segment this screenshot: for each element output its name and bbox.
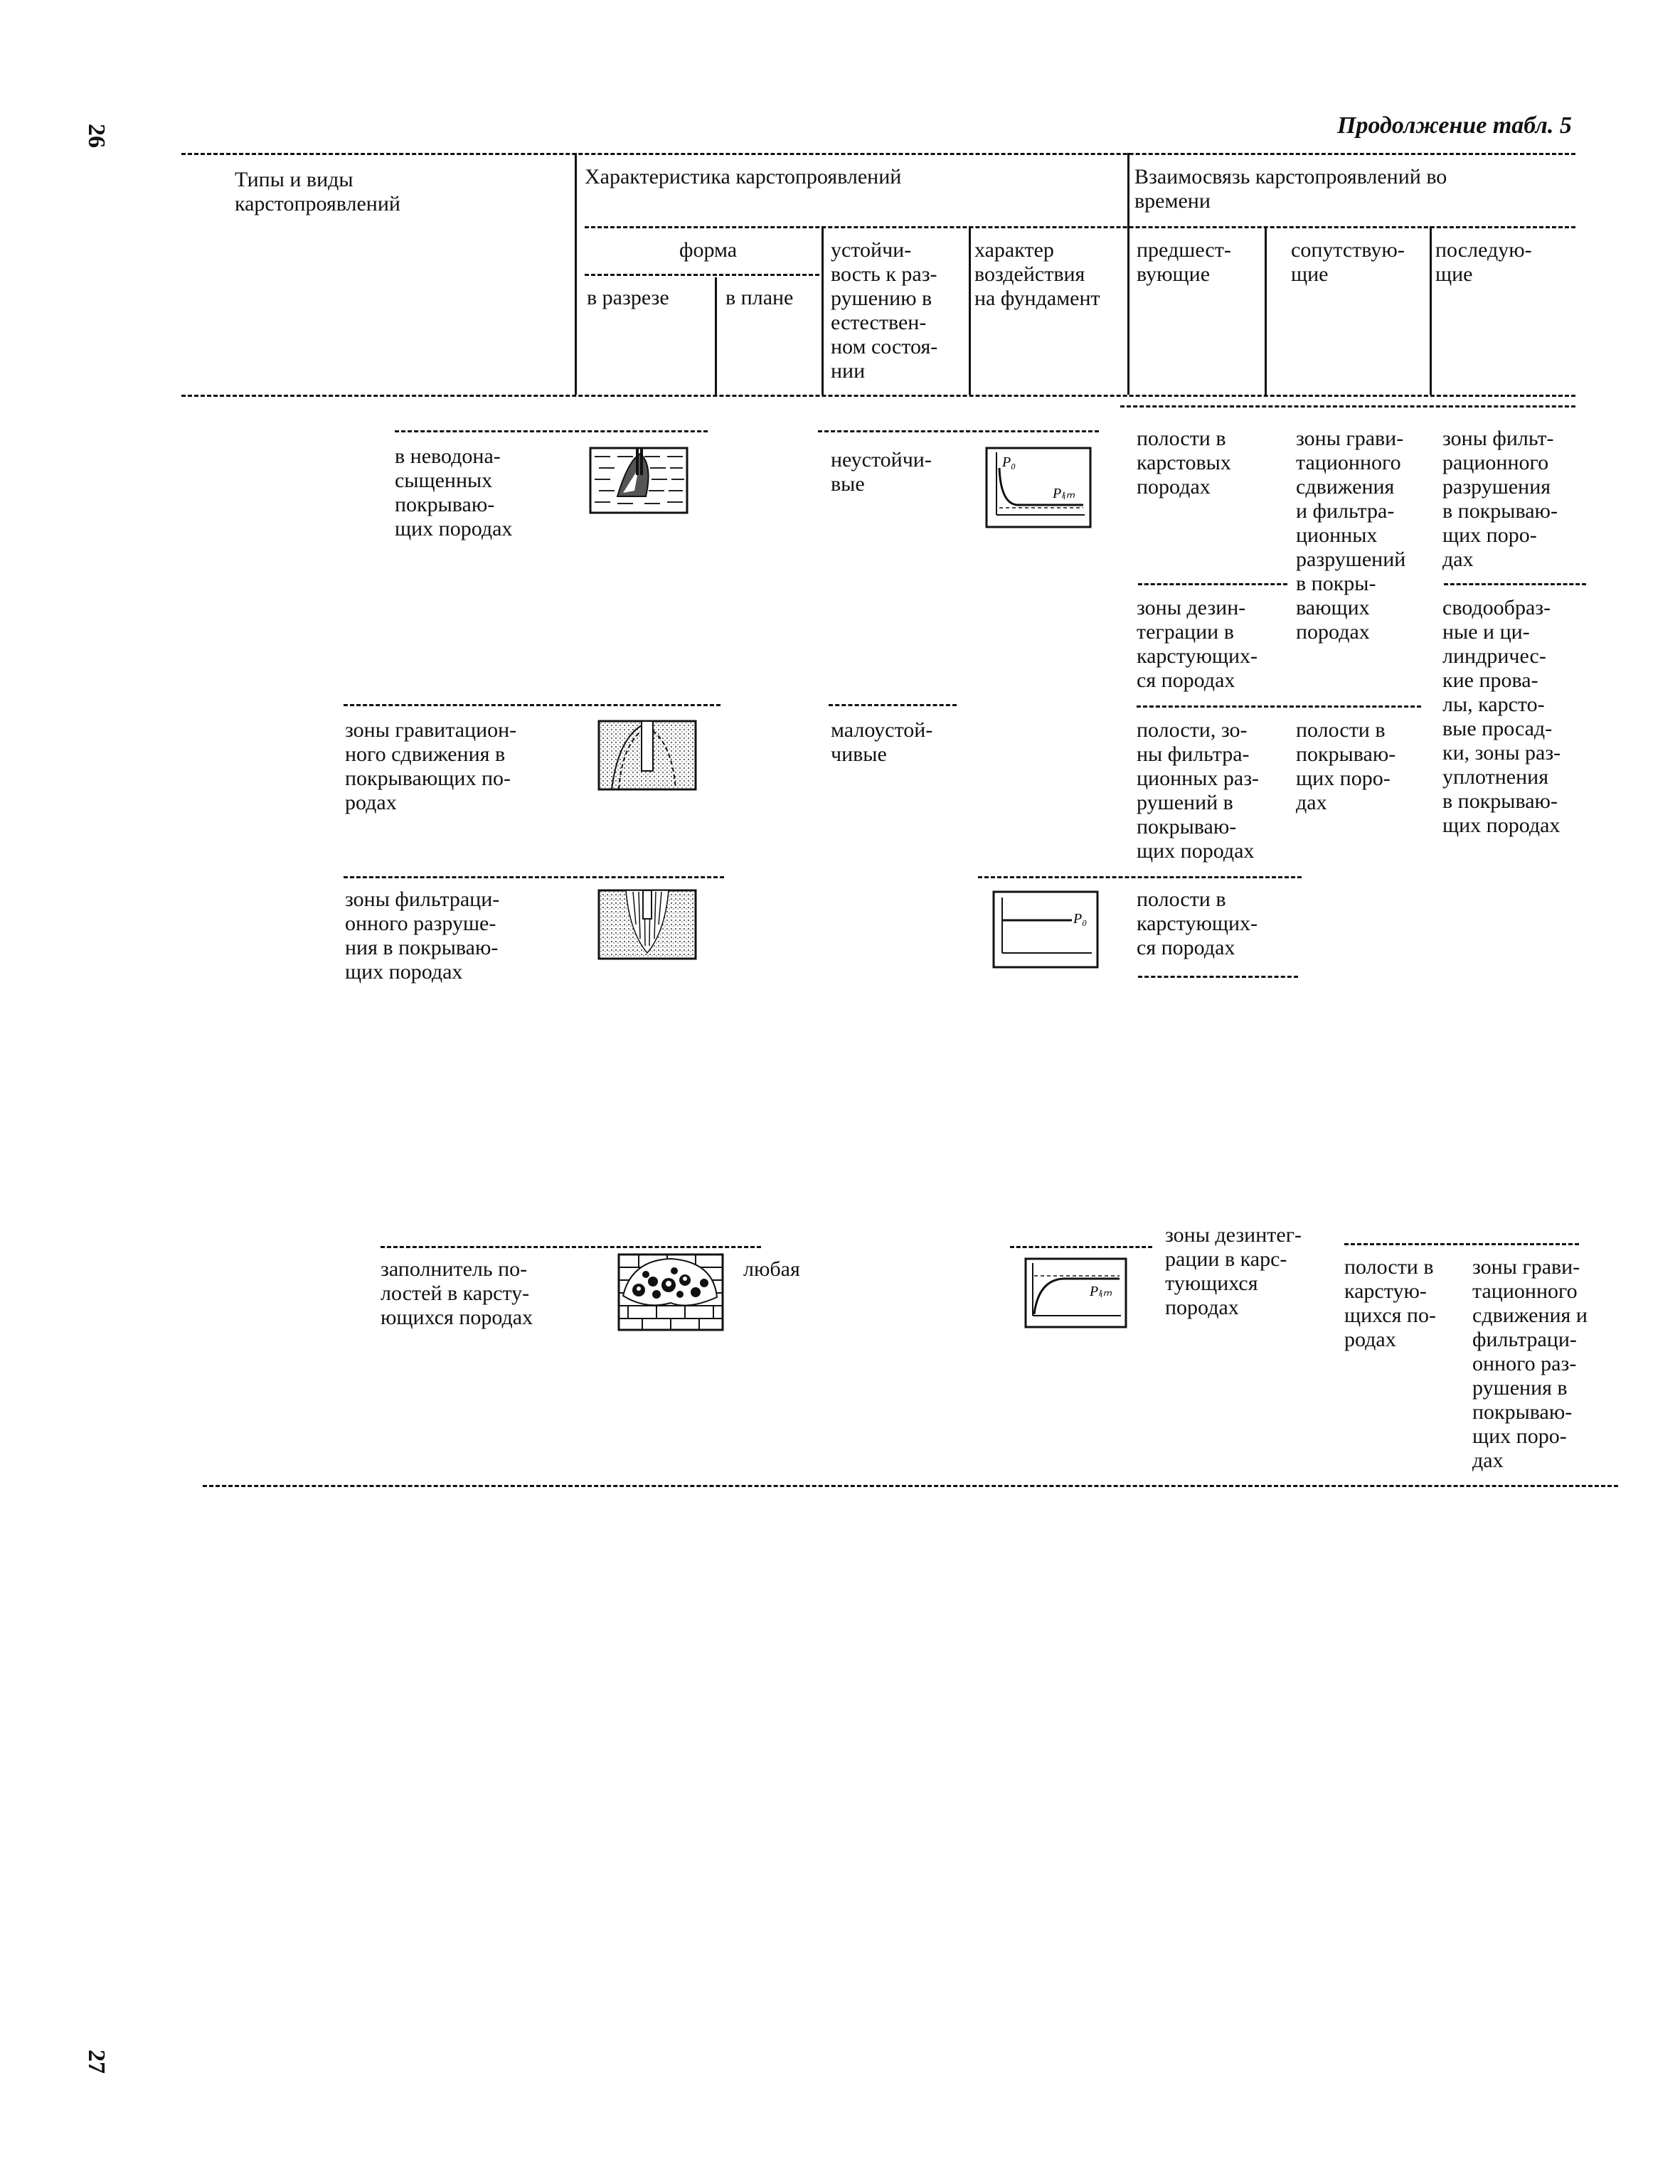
row1-type: в неводона- сыщенных покрываю- щих породах: [395, 444, 513, 540]
header-bottom-rule: [181, 395, 1575, 397]
row-rule: [344, 704, 721, 706]
unsaturated-cover-section-figure: [589, 447, 689, 514]
form-rule: [585, 274, 819, 276]
row-rule: [1120, 405, 1575, 407]
filtration-destruction-section-figure: [597, 889, 697, 960]
header-in-section: в разрезе: [587, 286, 669, 309]
row4-plan: любая: [743, 1257, 800, 1281]
row-rule: [1010, 1246, 1152, 1248]
row-rule: [818, 430, 1099, 432]
header-stability: устойчи- вость к раз- рушению в естествен- ном состоя- нии: [831, 238, 938, 383]
header-in-plan: в плане: [725, 286, 794, 309]
row2-stability: малоустой- чивые: [831, 718, 933, 766]
row4-type: заполнитель по- лостей в карсту- ющихся породах: [381, 1257, 533, 1329]
cavity-filler-section-figure: [617, 1253, 724, 1331]
row3-preceding: полости в карстующих- ся породах: [1137, 888, 1258, 959]
row-rule: [1344, 1243, 1579, 1245]
row4-preceding: зоны дезинтег- рации в карс- тующихся породах: [1165, 1223, 1302, 1319]
header-relation: Взаимосвязь карстопроявлений во времени: [1134, 165, 1447, 213]
header-divider: [1430, 226, 1432, 395]
row3-type: зоны фильтраци- онного разруше- ния в покрываю- щих породах: [345, 888, 500, 984]
row-rule: [381, 1246, 761, 1248]
header-characteristic: Характеристика карстопроявлений: [585, 165, 902, 188]
header-divider: [822, 226, 824, 395]
constant-pressure-graph: [992, 890, 1099, 969]
row4-accompanying: полости в карстую- щихся по- родах: [1344, 1255, 1436, 1351]
row1-preceding-a: полости в карстовых породах: [1137, 427, 1231, 499]
page-number-bottom: 27: [83, 2050, 110, 2074]
pressure-decay-graph: [985, 447, 1092, 528]
page-number-top: 26: [83, 124, 110, 148]
row-rule: [829, 704, 957, 706]
table-bottom-rule: [203, 1485, 1618, 1487]
header-divider: [969, 226, 971, 395]
row2-type: зоны гравитацион- ного сдвижения в покрывающих по- родах: [345, 718, 517, 814]
row1-stability: неустойчи- вые: [831, 448, 932, 496]
row-rule: [1138, 976, 1298, 978]
subheader-rule: [585, 226, 1575, 228]
header-accompanying: сопутствую- щие: [1291, 238, 1405, 286]
header-divider: [1127, 153, 1129, 395]
row2-preceding: полости, зо- ны фильтра- ционных раз- рушений в покрываю- щих породах: [1137, 718, 1260, 863]
header-divider: [575, 153, 577, 395]
row-rule: [1444, 583, 1586, 585]
p0-label: P₀: [1073, 911, 1088, 927]
row-rule: [395, 430, 708, 432]
row-rule: [344, 876, 724, 878]
row1-following-a: зоны фильт- рационного разрушения в покрываю- щих поро- дах: [1442, 427, 1558, 571]
header-preceding: предшест- вующие: [1137, 238, 1231, 286]
row4-following: зоны грави- тационного сдвижения и фильтраци- онного раз- рушения в покрываю- щих поро- дах: [1472, 1255, 1588, 1472]
row1-preceding-b: зоны дезин- теграции в карстующих- ся породах: [1137, 596, 1258, 692]
row-rule: [978, 876, 1302, 878]
plim-label: Pₗᵢₘ: [1053, 486, 1075, 501]
row1-following-b: сводообраз- ные и ци- линдричес- кие прова- лы, карсто- вые просад- ки, зоны раз- уплотнения в покрываю- щих породах: [1442, 596, 1561, 837]
header-top-rule: [181, 153, 1575, 155]
header-divider: [1265, 226, 1267, 395]
header-types: Типы и виды карстопроявлений: [235, 168, 400, 215]
p0-label: P₀: [1002, 454, 1016, 470]
header-form: форма: [679, 238, 738, 262]
header-divider: [715, 277, 717, 395]
header-following: последую- щие: [1435, 238, 1532, 286]
continuation-label: Продолжение табл. 5: [1337, 112, 1572, 139]
header-impact: характер воздействия на фундамент: [974, 238, 1100, 310]
row-rule: [1137, 705, 1421, 708]
row1-accompanying: зоны грави- тационного сдвижения и фильтра- ционных разрушений в покры- вающих породах: [1296, 427, 1406, 644]
row2-accompanying: полости в покрываю- щих поро- дах: [1296, 718, 1396, 814]
gravitational-shift-section-figure: [597, 720, 697, 791]
pressure-growth-graph: [1024, 1257, 1127, 1328]
plim-label: Pₗᵢₘ: [1090, 1284, 1112, 1299]
row-rule: [1138, 583, 1287, 585]
